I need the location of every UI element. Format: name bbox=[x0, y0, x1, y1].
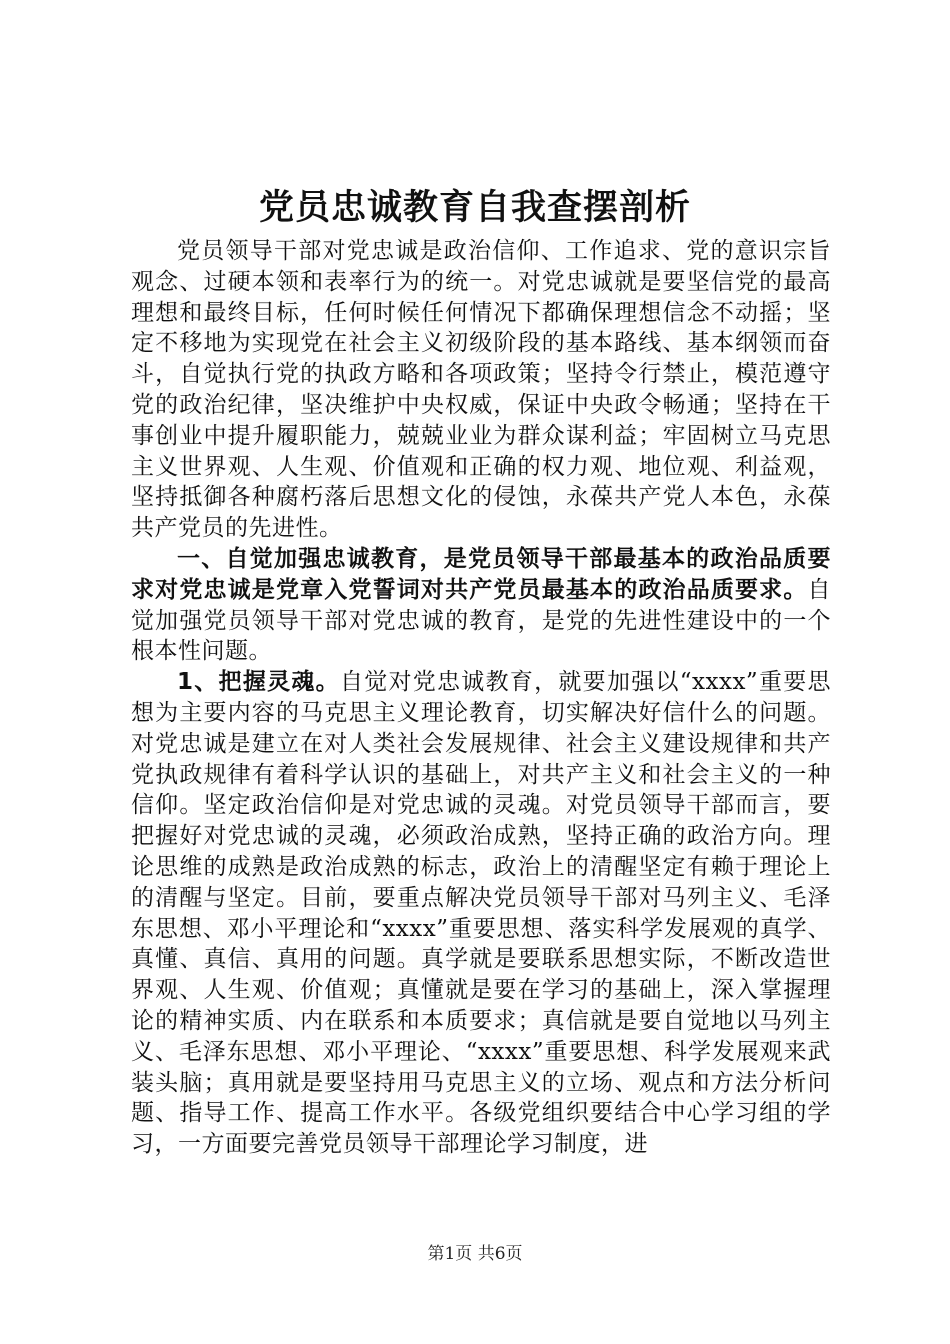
paragraph-section-one bbox=[131, 544, 831, 667]
document-body bbox=[131, 236, 831, 1160]
paragraph-point-one bbox=[131, 667, 831, 1160]
document-title: 党员忠诚教育自我查摆剖析 bbox=[258, 188, 691, 228]
paragraph-text: 党员领导干部对党忠诚是政治信仰、工作追求、党的意识宗旨观念、过硬本领和表率行为的统一。对党忠诚就是要坚信党的最高理想和最终目标，任何时候任何情况下都确保理想信念不动摇；坚定不移地为实现党在社会主义初级阶段的基本路线、基本纲领而奋斗，自觉执行党的执政方略和各项政策；坚持令行禁止，模范遵守党的政治纪律，坚决维护中央权威，保证中央政令畅通；坚持在干事创业中提升履职能力，兢兢业业为群众谋利益；牢固树立马克思主义世界观、人生观、价值观和正确的权力观、地位观、利益观，坚持抵御各种腐朽落后思想文化的侵蚀，永葆共产党人本色，永葆共产党员的先进性。 bbox=[131, 238, 831, 542]
point-heading: 1、把握灵魂。 bbox=[177, 669, 340, 696]
paragraph-intro bbox=[131, 236, 831, 544]
section-heading: 一、自觉加强忠诚教育，是党员领导干部最基本的政治品质要求对党忠诚是党章入党誓词对共产党员最基本的政治品质要求。 bbox=[131, 545, 831, 603]
page-number-footer: 第1页 共6页 bbox=[427, 1244, 523, 1264]
paragraph-text: 自觉加强党员领导干部对党忠诚的教育，是党的先进性建设中的一个根本性问题。 bbox=[131, 576, 831, 665]
paragraph-text: 自觉对党忠诚教育，就要加强以“xxxx”重要思想为主要内容的马克思主义理论教育，切实解决好信什么的问题。对党忠诚是建立在对人类社会发展规律、社会主义建设规律和共产党执政规律有着科学认识的基础上，对共产主义和社会主义的一种信仰。坚定政治信仰是对党忠诚的灵魂。对党员领导干部而言，要把握好对党忠诚的灵魂，必须政治成熟，坚持正确的政治方向。理论思维的成熟是政治成熟的标志，政治上的清醒坚定有赖于理论上的清醒与坚定。目前，要重点解决党员领导干部对马列主义、毛泽东思想、邓小平理论和“xxxx”重要思想、落实科学发展观的真学、真懂、真信、真用的问题。真学就是要联系思想实际，不断改造世界观、人生观、价值观；真懂就是要在学习的基础上，深入掌握理论的精神实质、内在联系和本质要求；真信就是要自觉地以马列主义、毛泽东思想、邓小平理论、“xxxx”重要思想、科学发展观来武装头脑；真用就是要坚持用马克思主义的立场、观点和方法分析问题、指导工作、提高工作水平。各级党组织要结合中心学习组的学习，一方面要完善党员领导干部理论学习制度，进 bbox=[131, 669, 831, 1158]
